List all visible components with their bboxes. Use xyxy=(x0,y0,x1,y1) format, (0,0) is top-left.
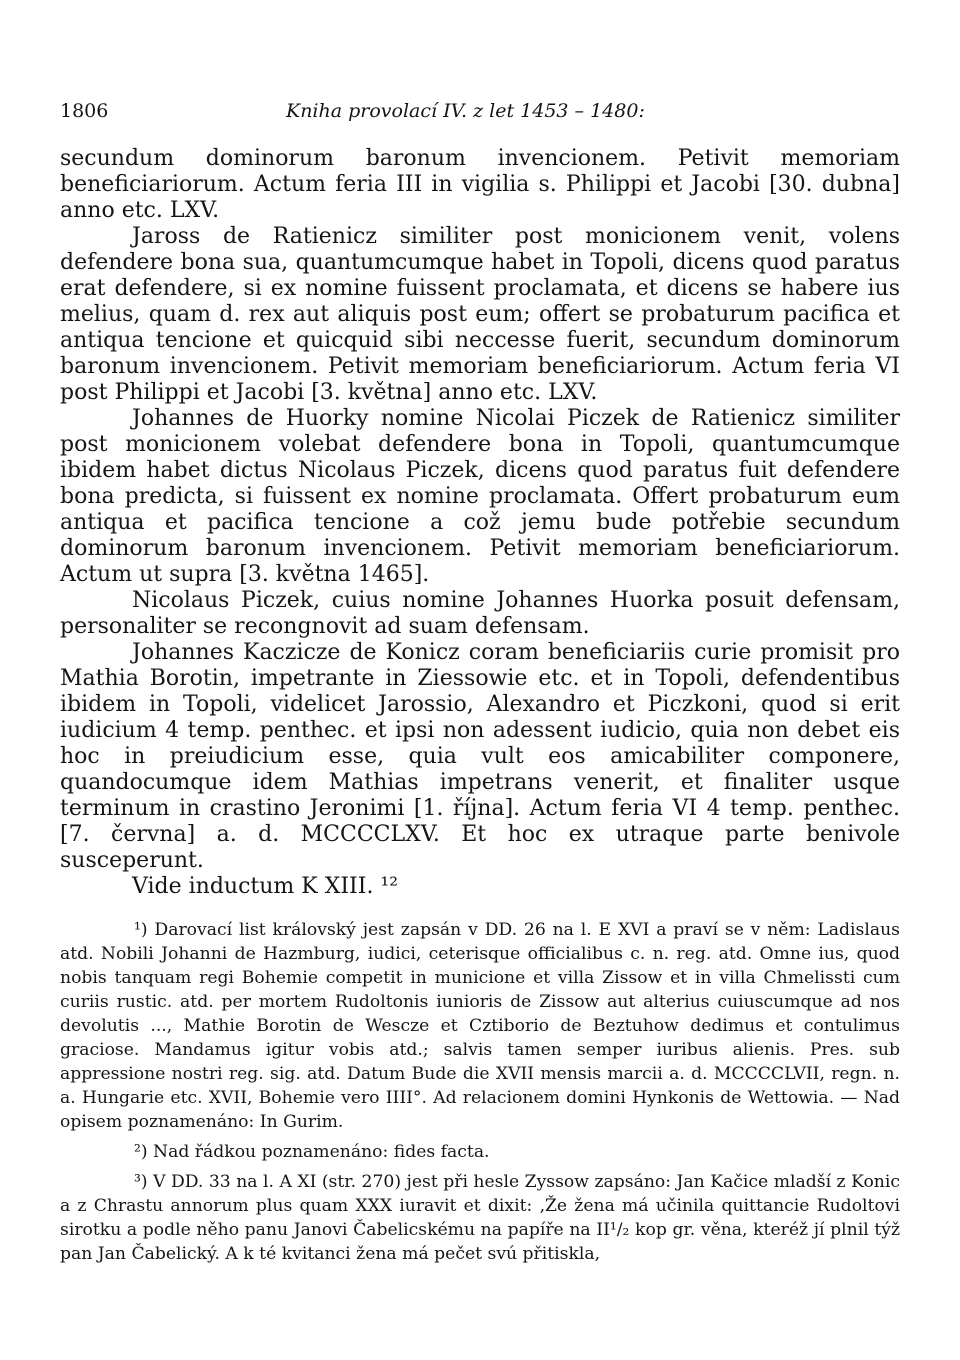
running-title: Kniha provolací IV. z let 1453 – 1480: xyxy=(286,100,645,122)
footnotes xyxy=(60,918,900,1266)
page-number: 1806 xyxy=(60,100,109,122)
document-page xyxy=(60,100,900,1272)
footnote: ¹) Darovací list královský jest zapsán v DD. 26 na l. E XVI a praví se v něm: Ladislaus atd. Nobili Johanni de Hazmburg, iudici, ceterisque officialibus c. n. reg. atd. Omne ius, quod nobis tanquam regi Bohemie competit in municione et villa Zissow et in villa Chmelissti cum curiis rustic. atd. per mortem Rudoltonis iunioris de Zissow aut alterius cuiuscumque ad nos devolutis ..., Mathie Borotin de Wescze et Cztiborio de Beztuhow dedimus et contulimus graciose. Mandamus igitur vobis atd.; salvis tamen semper iuribus alienis. Pres. sub appressione nostri reg. sig. atd. Datum Bude die XVII mensis marcii a. d. MCCCCLVII, regn. n. a. Hungarie etc. XVII, Bohemie vero IIII°. Ad relacionem domini Hynkonis de Wettowia. — Nad opisem poznamenáno: In Gurim. xyxy=(60,920,900,1132)
main-text xyxy=(60,146,900,900)
paragraph: Johannes de Huorky nomine Nicolai Piczek de Ratienicz similiter post monicionem volebat defendere bona in Topoli, quantumcumque ibidem habet dictus Nicolaus Piczek, dicens quod paratus fuit defendere bona predicta, si fuissent ex nomine proclamata. Offert probaturum eum antiqua et pacifica tencione a což jemu bude potřebie secundum dominorum baronum invencionem. Petivit memoriam beneficiariorum. Actum ut supra [3. května 1465]. xyxy=(60,406,900,587)
paragraph: Johannes Kaczicze de Konicz coram beneficiariis curie promisit pro Mathia Borotin, impetrante in Ziessowie etc. et in Topoli, defendentibus ibidem in Topoli, videlicet Jarossio, Alexandro et Piczkoni, quod si erit iudicium 4 temp. penthec. et ipsi non adessent iudicio, quia non debet eis hoc in preiudicium esse, quia vult eos amicabiliter componere, quandocumque idem Mathias impetrans venerit, et finaliter usque terminum in crastino Jeronimi [1. října]. Actum feria VI 4 temp. penthec. [7. června] a. d. MCCCCLXV. Et hoc ex utraque parte benivole susceperunt. xyxy=(60,640,900,873)
footnote: ³) V DD. 33 na l. A XI (str. 270) jest při hesle Zyssow zapsáno: Jan Kačice mladší z Konic a z Chrastu annorum plus quam XXX iuravit et dixit: ‚Že žena má učinila quittancie Rudoltovi sirotku a podle něho panu Janovi Čabelicskému na papíře na II¹/₂ kop gr. věna, kteréž jí plnil týž pan Jan Čabelický. A k té kvitanci žena má pečet svú přitiskla, xyxy=(60,1172,900,1264)
paragraph: secundum dominorum baronum invencionem. Petivit memoriam beneficiariorum. Actum feria III in vigilia s. Philippi et Jacobi [30. dubna] anno etc. LXV. xyxy=(60,146,900,223)
page-header xyxy=(60,100,900,130)
paragraph: Vide inductum K XIII. ¹² xyxy=(132,874,399,899)
paragraph: Nicolaus Piczek, cuius nomine Johannes Huorka posuit defensam, personaliter se recongnovit ad suam defensam. xyxy=(60,588,900,639)
footnote: ²) Nad řádkou poznamenáno: fides facta. xyxy=(134,1142,490,1162)
paragraph: Jaross de Ratienicz similiter post monicionem venit, volens defendere bona sua, quantumcumque habet in Topoli, dicens quod paratus erat defendere, si ex nomine fuissent proclamata, et dicens se habere ius melius, quam d. rex aut aliquis post eum; offert se probaturum pacifica et antiqua tencione et quicquid sibi neccesse fuerit, secundum dominorum baronum invencionem. Petivit memoriam beneficiariorum. Actum feria VI post Philippi et Jacobi [3. května] anno etc. LXV. xyxy=(60,224,900,405)
